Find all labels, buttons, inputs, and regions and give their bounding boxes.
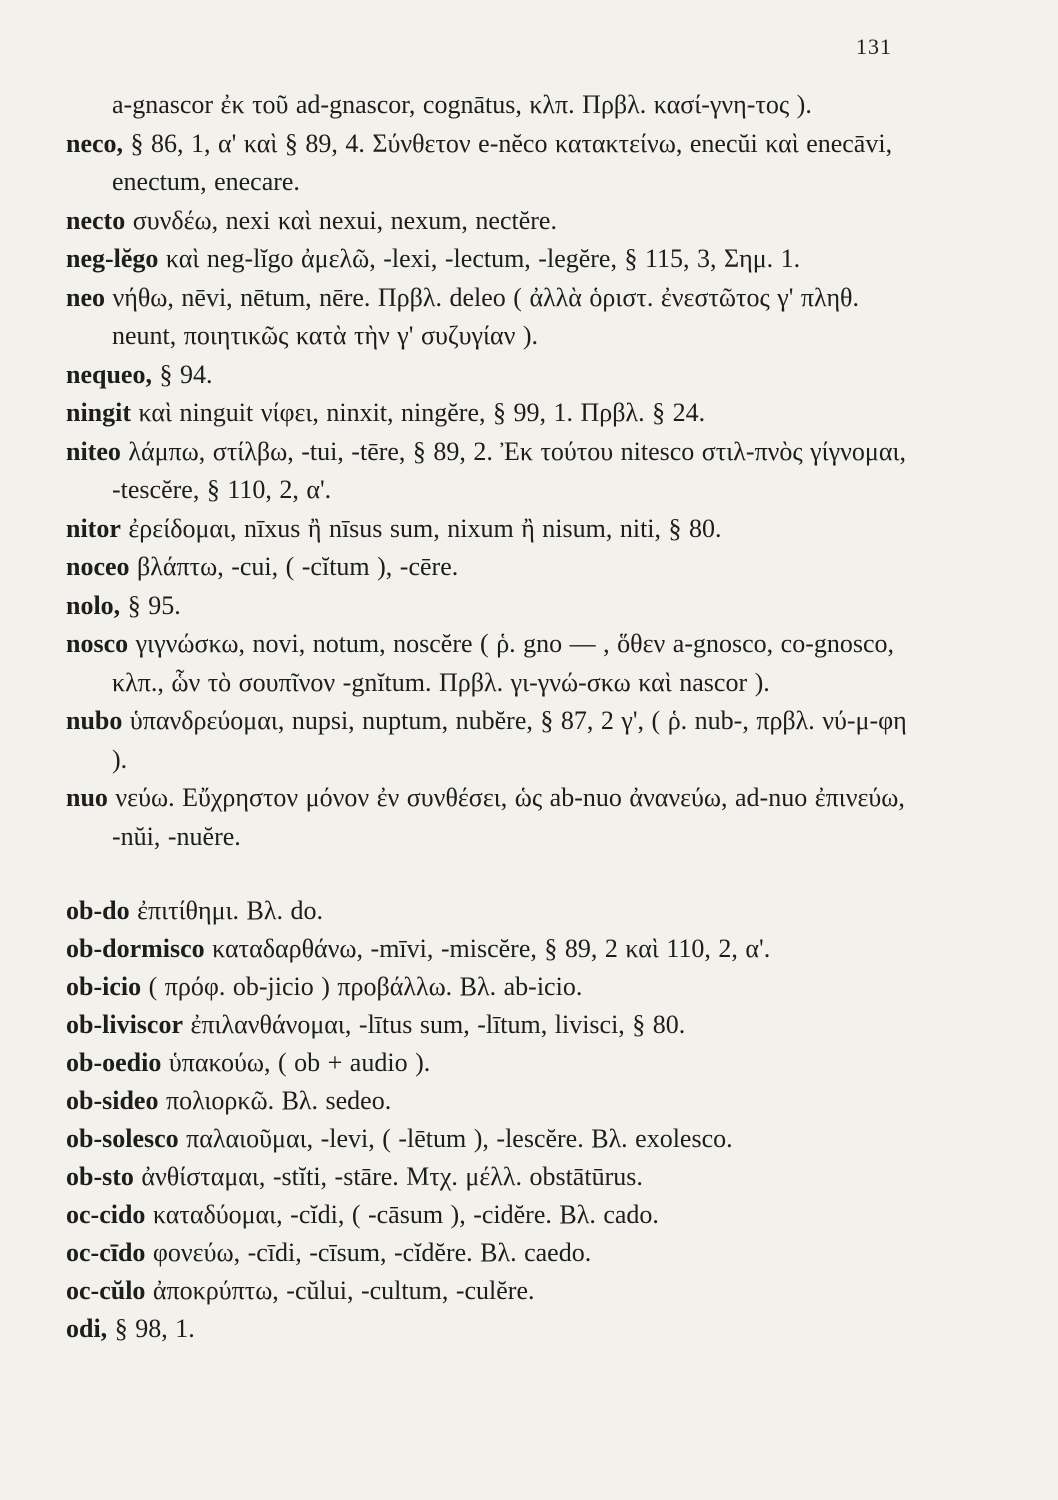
dictionary-entry [66, 1196, 916, 1234]
entry-headword: ob-dormisco [66, 934, 205, 963]
dictionary-entry [66, 510, 916, 549]
entry-headword: ob-do [66, 896, 130, 925]
entry-headword: nolo, [66, 590, 121, 620]
entry-headword: oc-cido [66, 1200, 146, 1229]
entry-headword: odi, [66, 1314, 108, 1343]
entry-text: ( πρόφ. ob-jicio ) προβάλλω. Βλ. ab-icio. [141, 972, 583, 1001]
entry-headword: ob-solesco [66, 1124, 179, 1153]
entry-headword: neg-lĕgo [66, 244, 159, 273]
entry-text: βλάπτω, -cui, ( -cĭtum ), -cēre. [129, 552, 459, 581]
entry-text: a-gnascor ἐκ τοῦ ad-gnascor, cognātus, κλπ. Πρβλ. κασί-γνη-τος ). [112, 90, 812, 119]
entry-headword: noceo [66, 552, 130, 581]
entry-headword: ob-sideo [66, 1086, 159, 1115]
entry-headword: nosco [66, 629, 129, 658]
dictionary-entry [66, 625, 916, 702]
entry-text: πολιορκῶ. Βλ. sedeo. [158, 1086, 392, 1115]
entry-text: νεύω. Εὔχρηστον μόνον ἐν συνθέσει, ὡς ab-nuo ἀνανεύω, ad-nuo ἐπινεύω, -nŭi, -nuĕre. [107, 783, 905, 851]
dictionary-entry [66, 86, 916, 125]
entry-text: ἐρείδομαι, nīxus ἢ nīsus sum, nixum ἢ nisum, niti, § 80. [120, 513, 722, 543]
dictionary-entry [66, 779, 916, 856]
dictionary-entry [66, 433, 916, 510]
dictionary-entry [66, 125, 916, 202]
dictionary-entry [66, 587, 916, 626]
dictionary-entry [66, 548, 916, 587]
entry-text: ἐπιλανθάνομαι, -lītus sum, -lītum, livisci, § 80. [183, 1010, 686, 1039]
dictionary-entry [66, 1234, 916, 1272]
entry-text: καὶ neg-lĭgo ἀμελῶ, -lexi, -lectum, -legĕre, § 115, 3, Σημ. 1. [158, 244, 801, 273]
entry-text: § 94. [151, 359, 213, 389]
entry-text: ὑπακούω, ( ob + audio ). [161, 1048, 431, 1077]
entry-text: § 95. [120, 590, 181, 620]
entry-headword: ob-liviscor [66, 1010, 183, 1039]
dictionary-entry [66, 1310, 916, 1348]
dictionary-entries [66, 86, 916, 1348]
entry-text: ἀποκρύπτω, -cŭlui, -cultum, -culĕre. [145, 1276, 535, 1305]
dictionary-entry [66, 240, 916, 279]
entry-text: καὶ ninguit νίφει, ninxit, ningĕre, § 99, 1. Πρβλ. § 24. [131, 398, 706, 427]
entry-text: φονεύω, -cīdi, -cīsum, -cĭdĕre. Βλ. caedo. [145, 1238, 592, 1267]
entry-text: παλαιοῦμαι, -levi, ( -lētum ), -lescĕre. Βλ. exolesco. [178, 1124, 733, 1153]
entry-text: λάμπω, στίλβω, -tui, -tēre, § 89, 2. Ἐκ τούτου nitesco στιλ-πνὸς γίγνομαι, -tescĕre, § 110, 2, α'. [112, 436, 906, 504]
dictionary-entry [66, 1120, 916, 1158]
dictionary-entry [66, 1158, 916, 1196]
entry-text: καταδαρθάνω, -mīvi, -miscĕre, § 89, 2 καὶ 110, 2, α'. [204, 934, 771, 963]
entry-group-n [66, 86, 916, 856]
entry-headword: nitor [66, 513, 121, 543]
dictionary-entry [66, 1006, 916, 1044]
dictionary-entry [66, 279, 916, 356]
entry-headword: ob-icio [66, 972, 142, 1001]
dictionary-entry [66, 394, 916, 433]
page-number: 131 [856, 34, 892, 59]
entry-headword: nubo [66, 706, 123, 735]
entry-headword: necto [66, 205, 126, 235]
entry-headword: nequeo, [66, 359, 152, 389]
entry-headword: ningit [66, 398, 132, 427]
entry-text: νήθω, nēvi, nētum, nēre. Πρβλ. deleo ( ἀλλὰ ὁριστ. ἐνεστῶτος γ' πληθ. neunt, ποιητικῶς κατὰ τὴν γ' συζυγίαν ). [105, 282, 859, 350]
entry-text: γιγνώσκω, novi, notum, noscĕre ( ῥ. gno — , ὅθεν a-gnosco, co-gnosco, κλπ., ὧν τὸ σουπῖνον -gnĭtum. Πρβλ. γι-γνώ-σκω καὶ nascor ). [112, 629, 895, 697]
entry-text: ὑπανδρεύομαι, nupsi, nuptum, nubĕre, § 87, 2 γ', ( ῥ. nub-, πρβλ. νύ-μ-φη ). [112, 706, 907, 774]
entry-text: ἐπιτίθημι. Βλ. do. [129, 896, 323, 925]
entry-headword: neco, [66, 128, 124, 158]
entry-headword: oc-cīdo [66, 1238, 146, 1267]
dictionary-entry [66, 892, 916, 930]
entry-headword: oc-cŭlo [66, 1276, 146, 1305]
dictionary-entry [66, 1272, 916, 1310]
dictionary-entry [66, 1082, 916, 1120]
entry-headword: neo [66, 282, 105, 312]
entry-headword: nuo [66, 783, 108, 812]
entry-text: ἀνθίσταμαι, -stĭti, -stāre. Μτχ. μέλλ. obstātūrus. [133, 1162, 643, 1191]
dictionary-entry [66, 202, 916, 241]
entry-headword: ob-oedio [66, 1048, 162, 1077]
dictionary-entry [66, 356, 916, 395]
group-separator [66, 856, 916, 892]
dictionary-entry [66, 1044, 916, 1082]
dictionary-entry [66, 968, 916, 1006]
entry-text: καταδύομαι, -cĭdi, ( -cāsum ), -cidĕre. Βλ. cado. [145, 1200, 659, 1229]
entry-text: § 86, 1, α' καὶ § 89, 4. Σύνθετον e-nĕco κατακτείνω, enecŭi καὶ enecāvi, enectum, enecare. [112, 128, 893, 196]
dictionary-entry [66, 702, 916, 779]
entry-headword: ob-sto [66, 1162, 134, 1191]
dictionary-entry [66, 930, 916, 968]
entry-text: § 98, 1. [107, 1314, 195, 1343]
entry-group-o [66, 892, 916, 1348]
entry-text: συνδέω, nexi καὶ nexui, nexum, nectĕre. [125, 205, 557, 235]
entry-headword: niteo [66, 436, 121, 466]
